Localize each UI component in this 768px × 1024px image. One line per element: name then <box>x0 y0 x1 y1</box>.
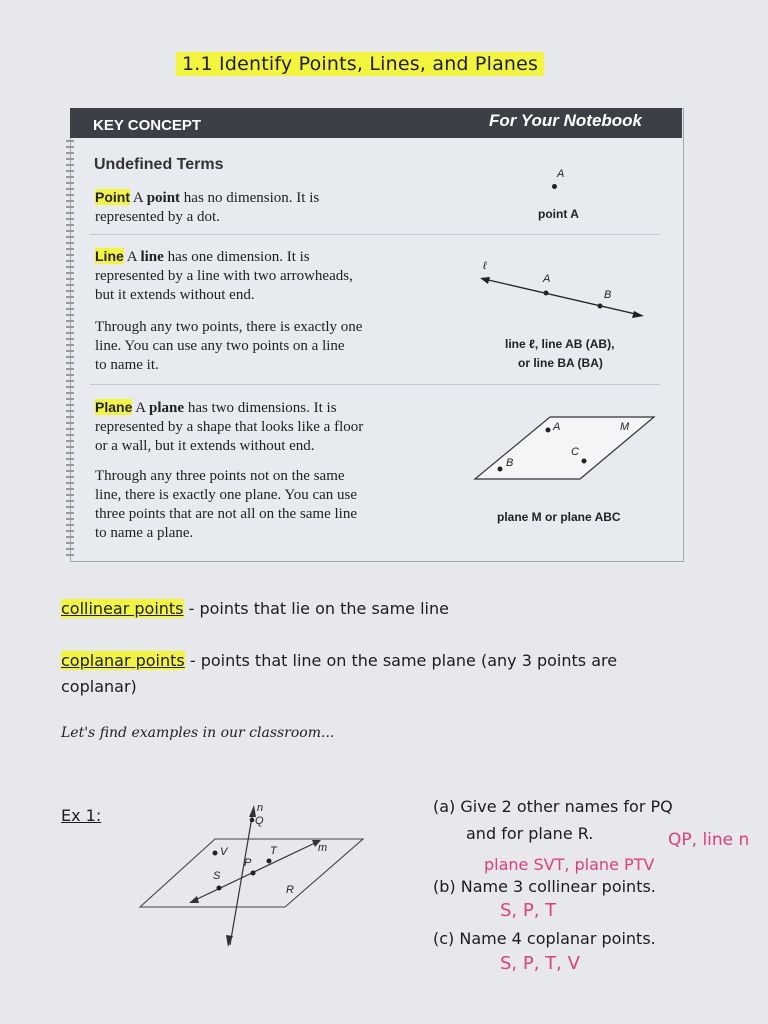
answer-a-2: plane SVT, plane PTV <box>484 855 655 874</box>
question-b: (b) Name 3 collinear points. <box>433 877 656 896</box>
line-l-label: ℓ <box>483 260 487 272</box>
plane-postulate: Through any three points not on the same line, there is exactly one plane. You can use three points that are not all on the same line to name a plane. <box>95 468 358 541</box>
spiral-binding <box>66 140 74 560</box>
example-diagram <box>135 795 370 955</box>
coplanar-note: coplanar points - points that line on the same plane (any 3 points are coplanar) <box>61 651 618 696</box>
point-definition: Point A point has no dimension. It is represented by a dot. <box>95 189 320 225</box>
line-b-label: B <box>604 289 612 301</box>
line-definition: Line A line has one dimension. It is represented by a line with two arrowheads, but it extends without end. <box>95 248 353 303</box>
example-label: Ex 1: <box>61 806 102 825</box>
example-v-label: V <box>220 846 228 858</box>
divider <box>90 234 660 235</box>
classroom-note: Let's find examples in our classroom... <box>61 725 335 741</box>
divider <box>90 384 660 385</box>
collinear-note: collinear points - points that lie on the same line <box>61 599 449 618</box>
plane-c-label: C <box>571 446 579 458</box>
answer-c: S, P, T, V <box>500 953 580 974</box>
page-title: 1.1 Identify Points, Lines, and Planes <box>176 53 544 75</box>
point-a-dot <box>552 184 557 189</box>
example-r-label: R <box>286 884 294 896</box>
question-a-line1: (a) Give 2 other names for PQ <box>433 797 673 816</box>
example-p-label: P <box>244 857 252 869</box>
example-n-label: n <box>257 802 264 814</box>
plane-a-label: A <box>553 421 561 433</box>
plane-diagram <box>470 412 660 484</box>
plane-b-label: B <box>506 457 514 469</box>
line-caption-2: or line BA (BA) <box>518 356 603 370</box>
answer-b: S, P, T <box>500 900 557 921</box>
point-caption: point A <box>538 207 579 221</box>
example-m-label: m <box>318 842 328 854</box>
point-a-label: A <box>557 168 565 180</box>
line-caption-1: line ℓ, line AB (AB), <box>505 337 615 351</box>
key-concept-title: KEY CONCEPT <box>93 117 202 134</box>
plane-definition: Plane A plane has two dimensions. It is represented by a shape that looks like a floor or a wall, but it extends without end. <box>95 399 364 454</box>
example-s-label: S <box>213 870 221 882</box>
line-a-label: A <box>543 273 551 285</box>
question-a-line2: and for plane R. <box>466 824 594 843</box>
plane-m-label: M <box>620 421 630 433</box>
question-c: (c) Name 4 coplanar points. <box>433 929 656 948</box>
undefined-terms-heading: Undefined Terms <box>94 156 224 173</box>
line-postulate: Through any two points, there is exactly one line. You can use any two points on a line to name it. <box>95 319 363 373</box>
example-q-label: Q <box>255 815 264 827</box>
example-t-label: T <box>270 845 277 857</box>
plane-caption: plane M or plane ABC <box>497 510 621 524</box>
notebook-label: For Your Notebook <box>489 111 642 130</box>
answer-a-1: QP, line n <box>668 830 750 850</box>
line-diagram <box>470 255 660 330</box>
